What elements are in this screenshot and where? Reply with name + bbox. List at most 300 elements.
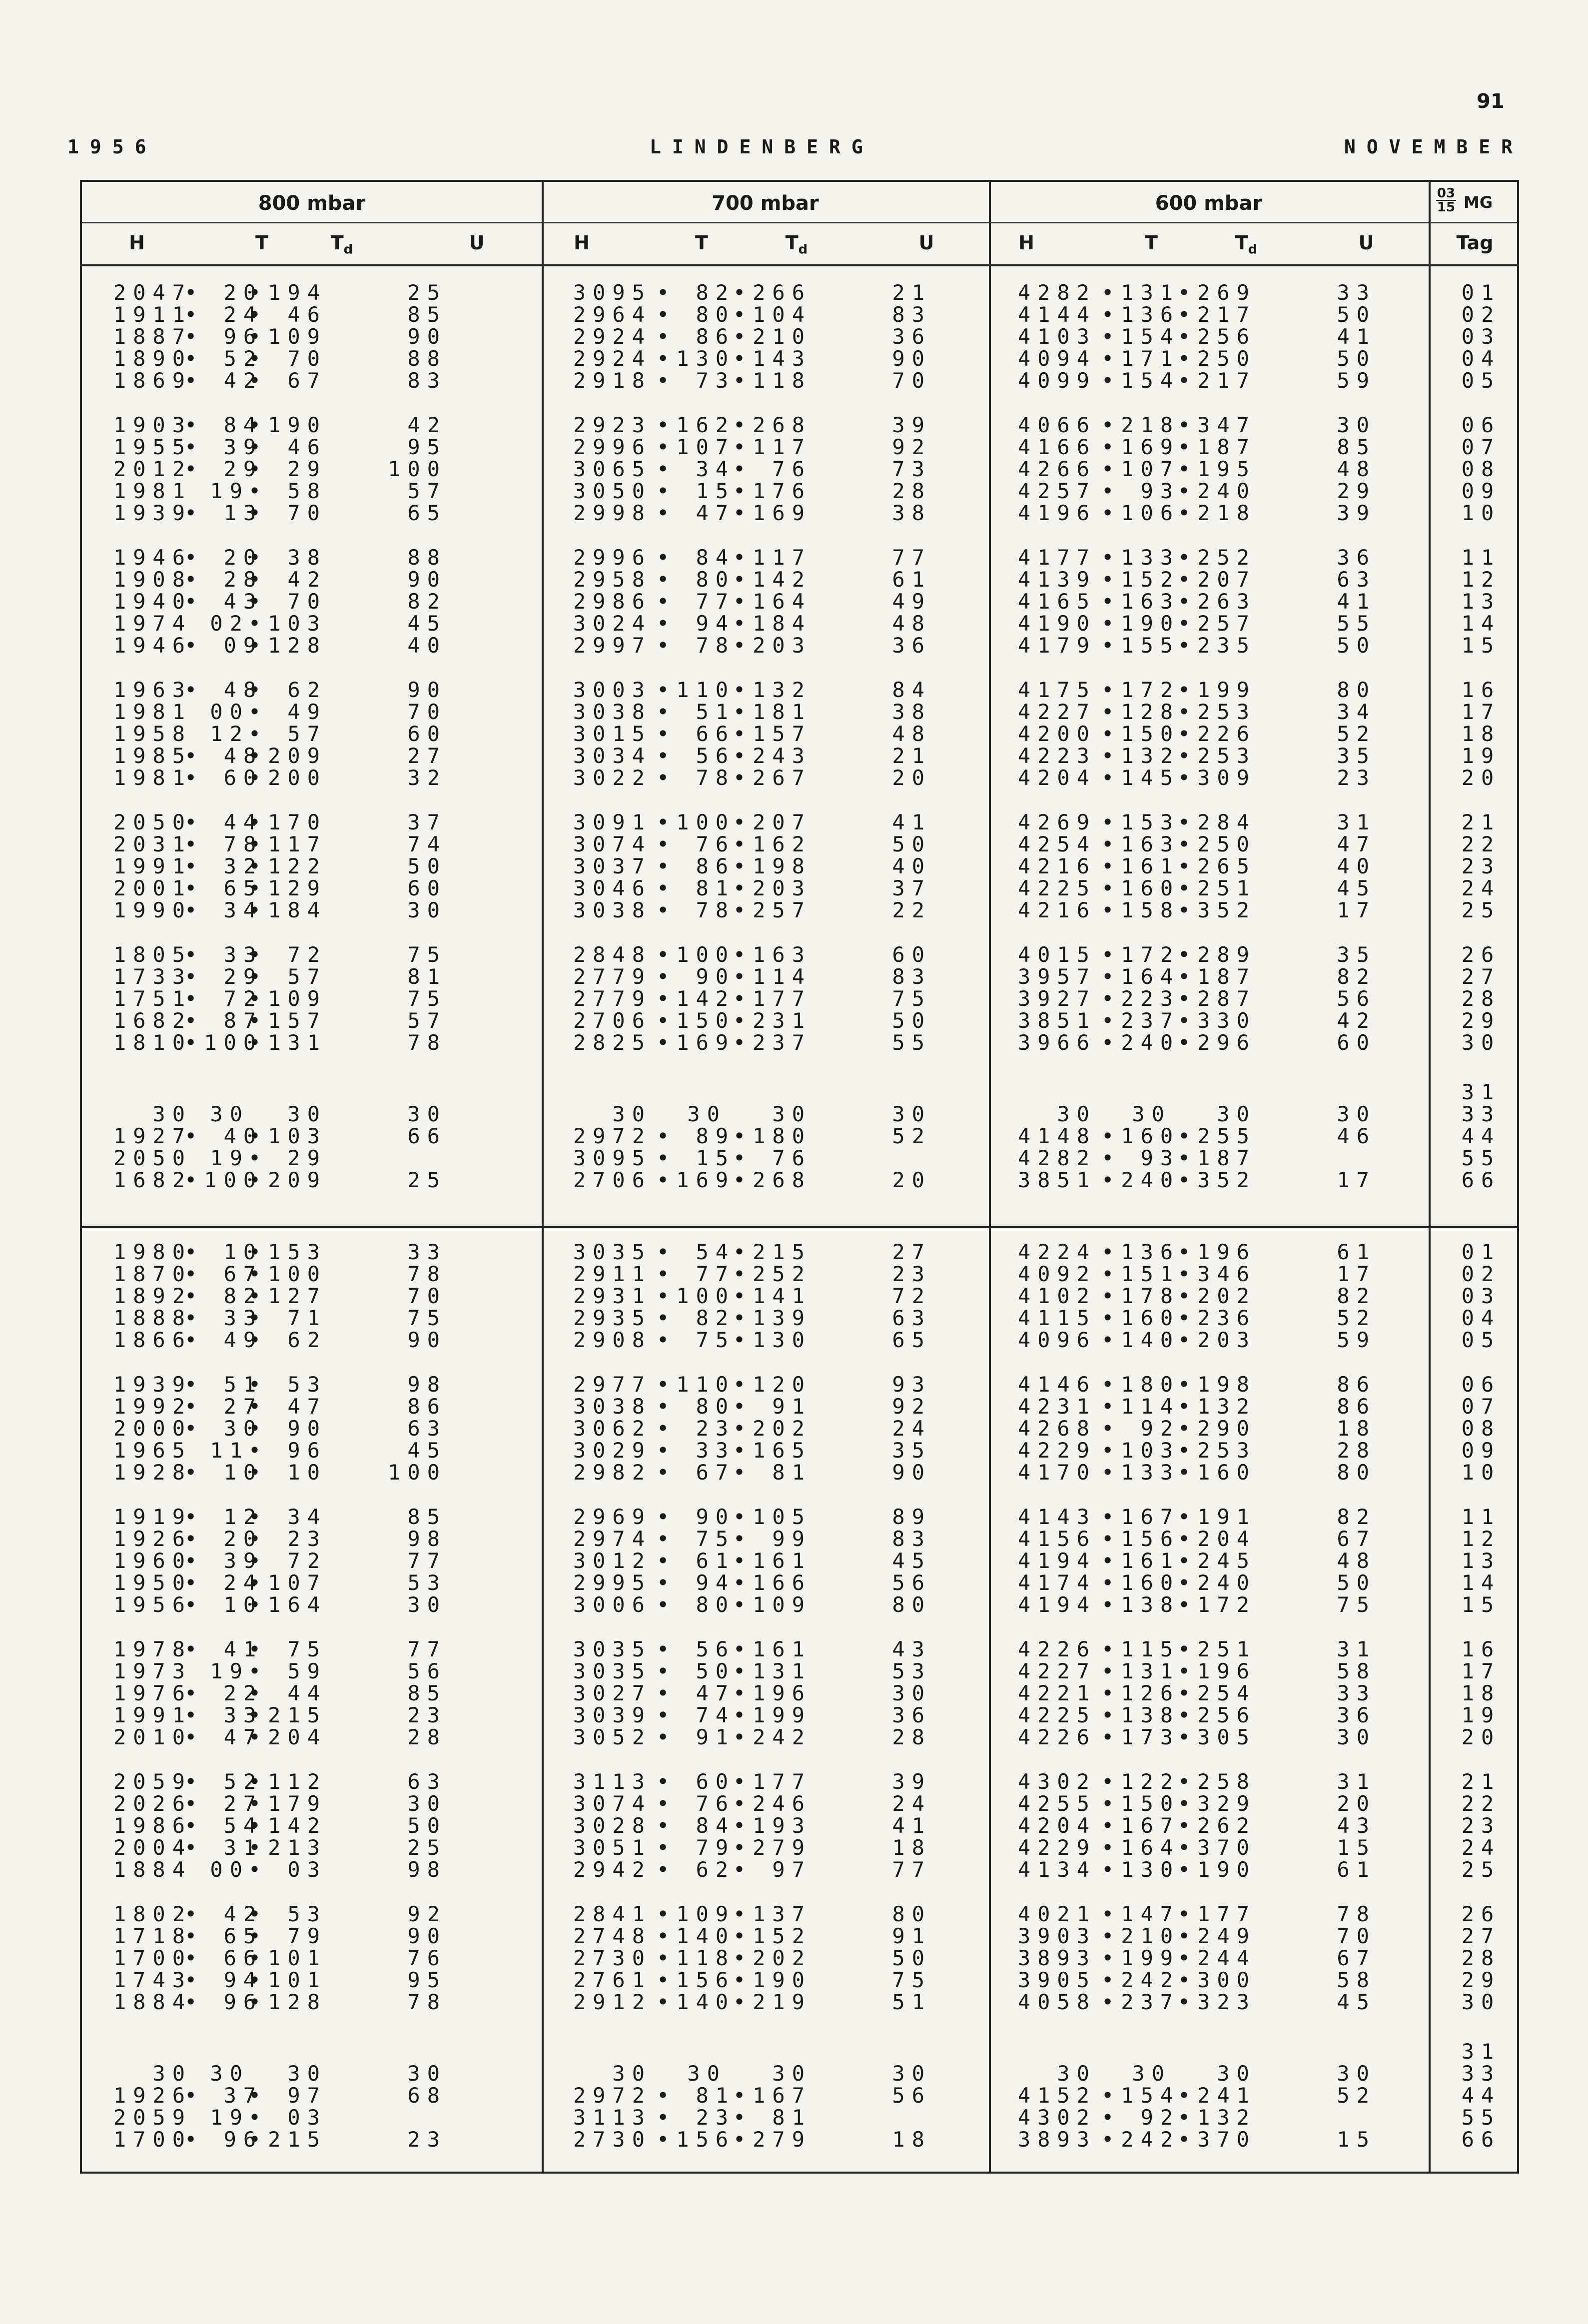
table-cell: • 71	[248, 1306, 327, 1330]
table-row	[82, 1969, 1521, 1991]
table-cell: • 82	[657, 1306, 736, 1330]
table-cell: • 90	[248, 1416, 327, 1441]
subheader-label: U	[918, 232, 934, 254]
table-cell: 4216	[1017, 898, 1096, 922]
table-row	[82, 701, 1521, 723]
table-row	[82, 877, 1521, 899]
table-cell: •218	[1177, 501, 1256, 525]
table-cell: • 56	[657, 744, 736, 768]
table-cell: 3927	[1017, 986, 1096, 1011]
table-cell: •166	[733, 1570, 811, 1595]
table-cell: 3893	[1017, 1946, 1096, 1970]
table-cell: 12	[1461, 1527, 1501, 1551]
table-cell: •164	[248, 1592, 327, 1617]
table-cell: 01	[1461, 1240, 1501, 1264]
table-cell: •231	[733, 1008, 811, 1033]
table-cell: • 03	[248, 1857, 327, 1882]
table-cell: •170	[248, 810, 327, 834]
table-cell: •202	[733, 1416, 811, 1441]
table-cell: 4224	[1017, 1240, 1096, 1264]
table-cell: • 49	[184, 1328, 263, 1352]
table-cell: 30	[772, 1102, 811, 1126]
table-cell: • 74	[657, 1703, 736, 1727]
table-cell: •209	[248, 1168, 327, 1192]
table-cell: 35	[1337, 744, 1376, 768]
subheader-label: T	[255, 232, 268, 254]
table-cell: 4229	[1017, 1835, 1096, 1860]
table-cell: 17	[1337, 1262, 1376, 1286]
table-row	[82, 833, 1521, 855]
table-cell: • 96	[248, 1438, 327, 1463]
table-cell: 39	[1337, 501, 1376, 525]
table-cell: 23	[407, 1703, 447, 1727]
table-cell: 29	[1461, 1968, 1501, 1992]
table-cell: • 23	[657, 2105, 736, 2130]
table-cell: •242	[1101, 1968, 1180, 1992]
table-cell: 4156	[1017, 1527, 1096, 1551]
table-cell: 90	[892, 1460, 931, 1485]
table-cell: 60	[892, 942, 931, 967]
table-cell: • 60	[184, 766, 263, 790]
table-cell: 2977	[573, 1372, 652, 1397]
table-cell: 73	[892, 457, 931, 481]
table-cell: •266	[733, 280, 811, 305]
table-cell: •142	[248, 1813, 327, 1838]
table-cell: 1870	[113, 1262, 192, 1286]
table-cell: 63	[407, 1416, 447, 1441]
table-cell: 4226	[1017, 1637, 1096, 1661]
table-cell: •164	[1101, 1835, 1180, 1860]
table-cell: 50	[407, 1813, 447, 1838]
table-cell: •173	[1101, 1725, 1180, 1749]
table-cell: • 39	[184, 1549, 263, 1573]
table-cell: • 91	[657, 1725, 736, 1749]
table-cell: • 53	[248, 1902, 327, 1926]
table-cell: • 80	[657, 302, 736, 327]
table-cell: •169	[657, 1168, 736, 1192]
table-cell: •110	[657, 678, 736, 702]
table-cell: 4204	[1017, 766, 1096, 790]
table-cell: • 60	[657, 1769, 736, 1794]
table-cell: 1919	[113, 1505, 192, 1529]
table-cell: 2972	[573, 2083, 652, 2108]
table-cell: 78	[1337, 1902, 1376, 1926]
table-cell: 1810	[113, 1030, 192, 1055]
table-cell: •177	[733, 986, 811, 1011]
table-cell: •131	[1101, 1659, 1180, 1683]
table-cell: •136	[1101, 1240, 1180, 1264]
table-cell: •255	[1177, 1124, 1256, 1148]
table-cell: 33	[1461, 1102, 1501, 1126]
table-cell: 2000	[113, 1416, 192, 1441]
table-cell: •153	[248, 1240, 327, 1264]
table-cell: 1911	[113, 302, 192, 327]
table-cell: 30	[1461, 1030, 1501, 1055]
table-cell: •237	[1101, 1990, 1180, 2014]
table-cell: 4282	[1017, 1146, 1096, 1170]
table-cell: • 77	[657, 1262, 736, 1286]
table-cell: 66	[1461, 2127, 1501, 2152]
table-cell: 52	[1337, 722, 1376, 746]
table-cell: 2918	[573, 368, 652, 393]
table-cell: 1960	[113, 1549, 192, 1573]
table-cell: •370	[1177, 2127, 1256, 2152]
table-cell: 1986	[113, 1813, 192, 1838]
table-cell: 09	[1461, 479, 1501, 503]
table-cell: 50	[892, 1946, 931, 1970]
table-cell: •104	[733, 302, 811, 327]
table-cell: •207	[1177, 567, 1256, 592]
table-cell: 82	[407, 589, 447, 614]
table-cell: 14	[1461, 1570, 1501, 1595]
table-cell: • 84	[184, 413, 263, 437]
table-cell: 20	[892, 1168, 931, 1192]
table-cell: •117	[248, 832, 327, 856]
table-cell: 1743	[113, 1968, 192, 1992]
table-row	[82, 282, 1521, 304]
table-cell: 3113	[573, 1769, 652, 1794]
table-cell: 27	[407, 744, 447, 768]
table-row	[82, 502, 1521, 524]
table-cell: 1978	[113, 1637, 192, 1661]
table-cell: 63	[407, 1769, 447, 1794]
table-cell: 1981	[113, 479, 192, 503]
table-cell: •253	[1177, 700, 1256, 724]
table-cell: • 29	[248, 1146, 327, 1170]
table-cell: • 91	[733, 1394, 811, 1419]
table-cell: 4255	[1017, 1791, 1096, 1816]
table-cell: • 53	[248, 1372, 327, 1397]
table-cell: •110	[657, 1372, 736, 1397]
table-cell: 86	[1337, 1394, 1376, 1419]
table-cell: 3113	[573, 2105, 652, 2130]
table-cell: 2982	[573, 1460, 652, 1485]
table-cell: 44	[1461, 1124, 1501, 1148]
table-cell: 3074	[573, 1791, 652, 1816]
subheader-td-0	[297, 232, 387, 257]
table-cell: •169	[657, 1030, 736, 1055]
table-cell: • 96	[184, 1990, 263, 2014]
table-cell: 4231	[1017, 1394, 1096, 1419]
table-cell: 30	[1217, 2061, 1256, 2086]
table-cell: 33	[407, 1240, 447, 1264]
table-cell: •100	[657, 1284, 736, 1308]
table-cell: 4254	[1017, 832, 1096, 856]
table-cell: • 73	[657, 368, 736, 393]
table-cell: •131	[733, 1659, 811, 1683]
table-cell: 4282	[1017, 280, 1096, 305]
table-cell: •152	[1101, 567, 1180, 592]
table-cell: • 47	[184, 1725, 263, 1749]
table-cell: •370	[1177, 1835, 1256, 1860]
table-cell: • 23	[248, 1527, 327, 1551]
table-row	[82, 1638, 1521, 1660]
table-cell: •246	[733, 1791, 811, 1816]
table-cell: 13	[1461, 1549, 1501, 1573]
table-cell: 33	[1337, 280, 1376, 305]
table-cell: 45	[1337, 1990, 1376, 2014]
table-cell: 1884	[113, 1990, 192, 2014]
table-cell: •178	[1101, 1284, 1180, 1308]
table-cell: 19	[1461, 744, 1501, 768]
table-cell: 20	[1461, 1725, 1501, 1749]
table-cell: 30	[772, 2061, 811, 2086]
table-cell: • 15	[657, 1146, 736, 1170]
table-cell: 3050	[573, 479, 652, 503]
table-cell: •347	[1177, 413, 1256, 437]
table-cell: •268	[733, 413, 811, 437]
table-cell: •190	[733, 1968, 811, 1992]
table-cell: • 76	[657, 1791, 736, 1816]
table-cell: 4096	[1017, 1328, 1096, 1352]
table-cell: 36	[892, 633, 931, 658]
table-cell: •265	[1177, 854, 1256, 878]
table-row	[82, 1285, 1521, 1307]
table-cell: 3022	[573, 766, 652, 790]
table-cell: 06	[1461, 1372, 1501, 1397]
table-cell: 3074	[573, 832, 652, 856]
table-cell: 66	[407, 1124, 447, 1148]
table-cell: 75	[892, 1968, 931, 1992]
table-cell: •120	[733, 1372, 811, 1397]
table-cell: 93	[892, 1372, 931, 1397]
table-cell: •204	[1177, 1527, 1256, 1551]
table-cell: 2047	[113, 280, 192, 305]
table-cell: 83	[892, 964, 931, 989]
table-cell: •177	[1177, 1902, 1256, 1926]
table-cell: 95	[407, 1968, 447, 1992]
table-cell: 53	[892, 1659, 931, 1683]
table-cell: •140	[1101, 1328, 1180, 1352]
table-cell: 4021	[1017, 1902, 1096, 1926]
table-row	[82, 370, 1521, 392]
table-cell: 83	[407, 368, 447, 393]
table-cell: 3893	[1017, 2127, 1096, 2152]
table-cell: 36	[1337, 545, 1376, 570]
table-cell: 26	[1461, 1902, 1501, 1926]
table-cell: • 70	[248, 346, 327, 371]
table-cell: 25	[407, 280, 447, 305]
table-cell: 24	[1461, 1835, 1501, 1860]
table-cell: • 90	[657, 964, 736, 989]
table-cell: 1939	[113, 501, 192, 525]
table-cell: 3051	[573, 1835, 652, 1860]
table-cell: •105	[733, 1505, 811, 1529]
table-cell: 30	[287, 1102, 327, 1126]
subheader-label: H	[574, 232, 590, 254]
table-cell: 4257	[1017, 479, 1096, 503]
table-cell: •150	[657, 1008, 736, 1033]
table-cell: 30	[152, 1102, 192, 1126]
table-cell: •109	[733, 1592, 811, 1617]
table-cell: 1884	[113, 1857, 192, 1882]
table-cell: 4092	[1017, 1262, 1096, 1286]
table-cell: 2931	[573, 1284, 652, 1308]
table-cell: •180	[733, 1124, 811, 1148]
table-row	[82, 1103, 1521, 1125]
table-cell: 39	[892, 1769, 931, 1794]
table-cell: 4177	[1017, 545, 1096, 570]
table-cell: • 52	[184, 1769, 263, 1794]
table-cell: 30	[1217, 1102, 1256, 1126]
table-cell: •142	[657, 986, 736, 1011]
table-cell: 75	[892, 986, 931, 1011]
table-cell: 18	[1461, 1681, 1501, 1705]
table-row	[82, 480, 1521, 502]
table-cell: • 92	[1101, 2105, 1180, 2130]
table-cell: 3039	[573, 1703, 652, 1727]
table-cell: •187	[1177, 1146, 1256, 1170]
table-cell: • 80	[657, 1394, 736, 1419]
table-cell: • 44	[184, 810, 263, 834]
table-cell: • 72	[184, 986, 263, 1011]
table-cell: 70	[892, 368, 931, 393]
table-cell: •204	[248, 1725, 327, 1749]
table-cell: •257	[733, 898, 811, 922]
table-cell: 1958	[113, 722, 192, 746]
table-cell: • 97	[733, 1857, 811, 1882]
table-cell: 40	[892, 854, 931, 878]
table-cell: • 66	[184, 1946, 263, 1970]
table-cell: • 94	[657, 1570, 736, 1595]
table-cell: 78	[407, 1262, 447, 1286]
table-cell: 1888	[113, 1306, 192, 1330]
table-cell: 4166	[1017, 435, 1096, 459]
table-row	[82, 1682, 1521, 1704]
table-cell: •100	[248, 1262, 327, 1286]
table-cell: 30	[687, 1102, 727, 1126]
table-cell: •269	[1177, 280, 1256, 305]
table-cell: • 77	[657, 589, 736, 614]
table-cell: •202	[1177, 1284, 1256, 1308]
table-cell: 3037	[573, 854, 652, 878]
table-row	[82, 1572, 1521, 1594]
table-cell: • 75	[657, 1328, 736, 1352]
table-cell: 39	[892, 413, 931, 437]
table-cell: •219	[733, 1990, 811, 2014]
table-cell: 3851	[1017, 1008, 1096, 1033]
table-cell: • 54	[657, 1240, 736, 1264]
table-cell: 04	[1461, 1306, 1501, 1330]
table-cell: 22	[1461, 1791, 1501, 1816]
table-cell: • 78	[657, 766, 736, 790]
table-cell: •251	[1177, 876, 1256, 900]
table-cell: 2004	[113, 1835, 192, 1860]
table-cell: •109	[248, 986, 327, 1011]
table-cell: 12	[1461, 567, 1501, 592]
table-cell: •346	[1177, 1262, 1256, 1286]
table-cell: 1940	[113, 589, 192, 614]
table-cell: 09	[1461, 1438, 1501, 1463]
table-cell: 1866	[113, 1328, 192, 1352]
table-cell: 23	[407, 2127, 447, 2152]
table-cell: 28	[892, 1725, 931, 1749]
table-cell: 3046	[573, 876, 652, 900]
table-cell: 45	[407, 1438, 447, 1463]
table-row	[82, 1307, 1521, 1329]
table-cell: •139	[733, 1306, 811, 1330]
table-cell: 65	[407, 501, 447, 525]
table-cell: •279	[733, 1835, 811, 1860]
table-cell: 27	[1461, 964, 1501, 989]
table-cell: 45	[1337, 876, 1376, 900]
table-cell: •130	[657, 346, 736, 371]
table-cell: •215	[248, 2127, 327, 2152]
table-cell: 20	[892, 766, 931, 790]
table-cell: 21	[1461, 1769, 1501, 1794]
table-row	[82, 569, 1521, 591]
table-cell: • 13	[184, 501, 263, 525]
table-cell: • 89	[657, 1124, 736, 1148]
table-cell: 16	[1461, 1637, 1501, 1661]
table-cell: • 81	[657, 876, 736, 900]
table-cell: 3905	[1017, 1968, 1096, 1992]
table-cell: •162	[733, 832, 811, 856]
table-cell: • 42	[248, 567, 327, 592]
table-cell: •289	[1177, 942, 1256, 967]
table-row	[82, 1947, 1521, 1969]
table-cell: 16	[1461, 678, 1501, 702]
table-row	[82, 635, 1521, 657]
table-cell: 58	[1337, 1659, 1376, 1683]
table-cell: • 79	[248, 1924, 327, 1948]
table-cell: 55	[1461, 1146, 1501, 1170]
table-cell: •240	[1177, 1570, 1256, 1595]
table-cell: 40	[1337, 854, 1376, 878]
table-cell: 30	[1337, 1725, 1376, 1749]
table-cell: 2923	[573, 413, 652, 437]
table-cell: •164	[1101, 964, 1180, 989]
table-cell: •226	[1177, 722, 1256, 746]
table-cell: 11	[1461, 1505, 1501, 1529]
table-cell: 00	[210, 700, 249, 724]
table-cell: •147	[1101, 1902, 1180, 1926]
table-row	[82, 1374, 1521, 1396]
table-row	[82, 1771, 1521, 1793]
table-cell: 82	[1337, 1284, 1376, 1308]
table-cell: 23	[892, 1262, 931, 1286]
table-cell: 86	[407, 1394, 447, 1419]
table-cell: •250	[1177, 346, 1256, 371]
table-cell: • 20	[184, 280, 263, 305]
table-cell: •133	[1101, 545, 1180, 570]
table-cell: 23	[1461, 854, 1501, 878]
table-cell: 1973	[113, 1659, 192, 1683]
table-cell: •287	[1177, 986, 1256, 1011]
table-cell: •103	[1101, 1438, 1180, 1463]
table-cell: •126	[1101, 1681, 1180, 1705]
table-cell: 4102	[1017, 1284, 1096, 1308]
table-cell: 92	[892, 1394, 931, 1419]
table-cell: 15	[1337, 1835, 1376, 1860]
table-row	[82, 458, 1521, 480]
table-cell: • 27	[184, 1394, 263, 1419]
table-cell: • 78	[657, 898, 736, 922]
table-cell: 08	[1461, 457, 1501, 481]
table-cell: •252	[733, 1262, 811, 1286]
table-cell: 1946	[113, 633, 192, 658]
table-cell: 4227	[1017, 700, 1096, 724]
table-cell: 30	[1132, 2061, 1171, 2086]
table-cell: 02	[210, 611, 249, 636]
table-cell: 75	[1337, 1592, 1376, 1617]
table-cell: •252	[1177, 545, 1256, 570]
table-cell: 1733	[113, 964, 192, 989]
subheader-label: T	[1145, 232, 1158, 254]
table-cell: 4066	[1017, 413, 1096, 437]
table-cell: • 66	[657, 722, 736, 746]
table-cell: •179	[248, 1791, 327, 1816]
